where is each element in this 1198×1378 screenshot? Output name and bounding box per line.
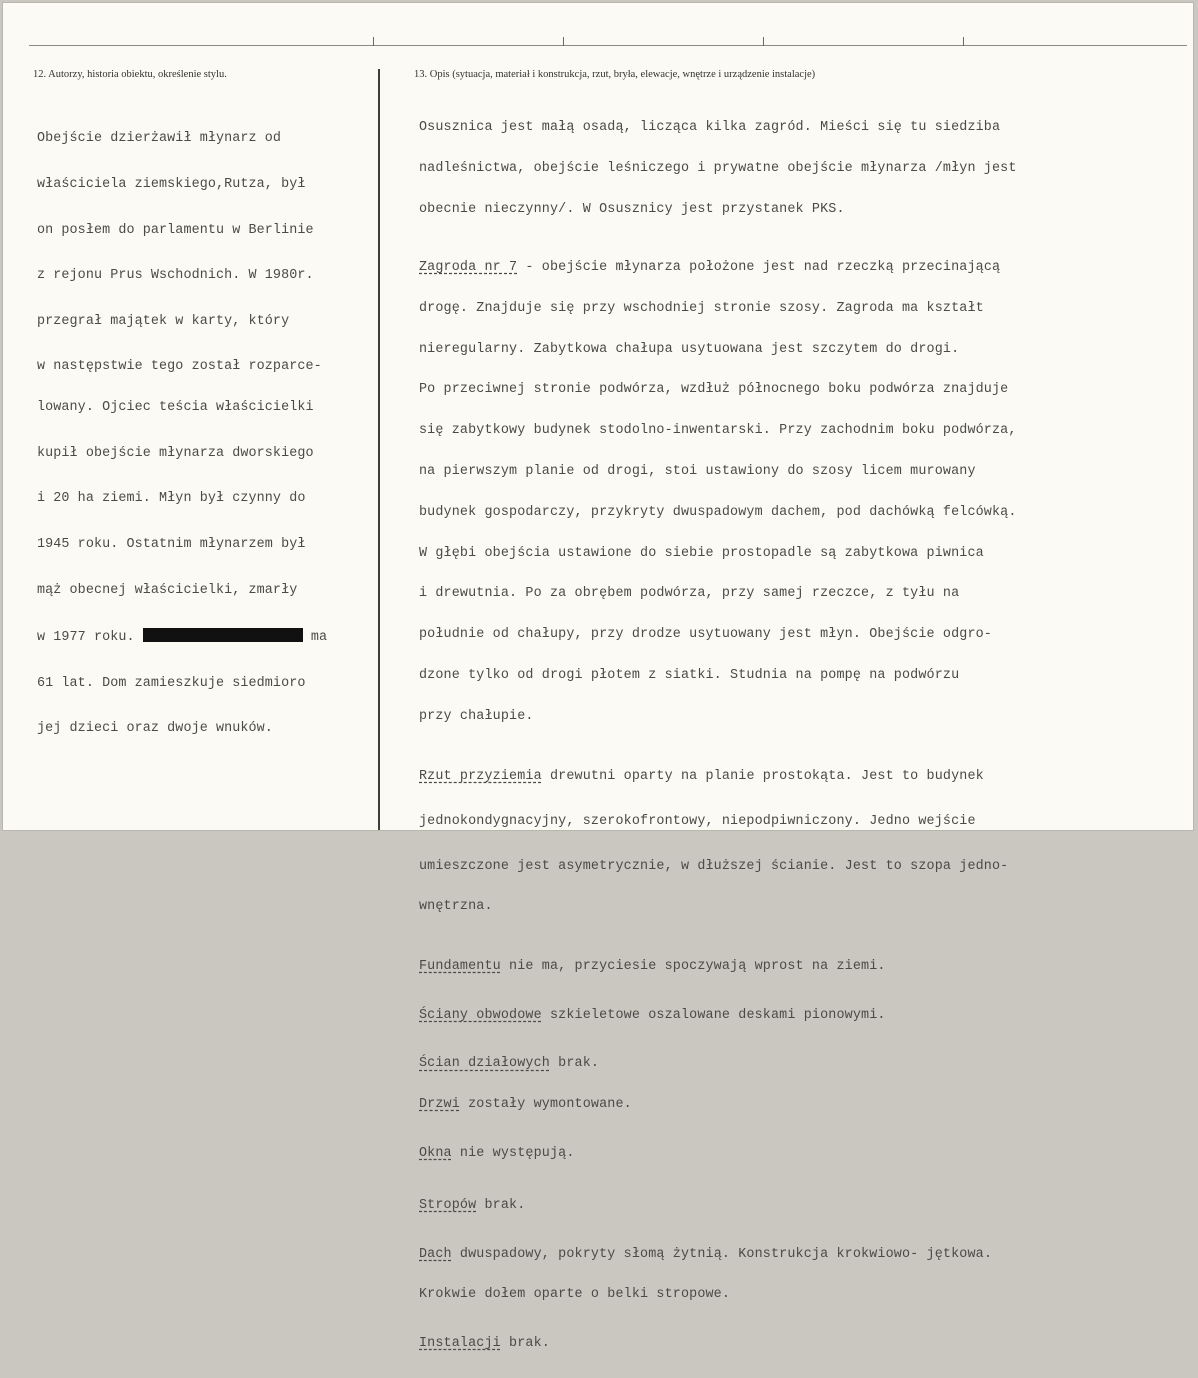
item-label: Drzwi [419,1097,460,1113]
ruler-tick [373,37,374,46]
description-item [419,1009,1017,1023]
history-line: kupił obejście młynarza dworskiego [37,445,314,461]
ruler-tick [763,37,764,46]
item-text: dwuspadowy, pokryty słomą żytnią. Konstrukcja krokwiowo- jętkowa. [451,1246,993,1262]
description-item [419,1098,1017,1112]
description-line: nieregularny. Zabytkowa chałupa usytuowana jest szczytem do drogi. [419,341,960,357]
history-line: on posłem do parlamentu w Berlinie [37,222,314,238]
item-label: Dach [419,1246,452,1262]
history-line: jej dzieci oraz dwoje wnuków. [37,721,273,737]
item-text: szkieletowe oszalowane deskami pionowymi. [541,1007,886,1023]
description-line-text: - obejście młynarza położone jest nad rzeczką przecinającą [517,260,1001,276]
description-line [419,261,1017,275]
redaction-block [143,628,303,642]
description-item [419,1337,1017,1351]
description-line: obecnie nieczynny/. W Osusznicy jest przystanek PKS. [419,201,845,217]
item-text: zostały wymontowane. [459,1097,632,1113]
history-line: lowany. Ojciec teścia właścicielki [37,400,314,416]
section-13-header: 13. Opis (sytuacja, materiał i konstrukcja, rzut, bryła, elewacje, wnętrze i urządzenie instalacje) [414,69,816,80]
description-item [419,1147,1017,1161]
history-line-suffix: ma [310,630,328,646]
item-label: Ściany obwodowe [419,1007,542,1023]
description-line: umieszczone jest asymetrycznie, w dłuższej ścianie. Jest to szopa jedno- [419,858,1009,874]
description-item [419,1057,1017,1071]
item-text: brak. [500,1336,550,1352]
description-line: dzone tylko od drogi płotem z siatki. Studnia na pompę na podwórzu [419,667,960,683]
description-line: Po przeciwnej stronie podwórza, wzdłuż północnego boku podwórza znajduje [419,382,1009,398]
history-line: z rejonu Prus Wschodnich. W 1980r. [37,268,314,284]
description-line: na pierwszym planie od drogi, stoi ustawiony do szosy licem murowany [419,464,976,480]
ruler-tick [563,37,564,46]
history-text [37,101,327,767]
item-label: Stropów [419,1197,477,1213]
description-line: nadleśnictwa, obejście leśniczego i prywatne obejście młynarza /młyn jest [419,160,1017,176]
item-text: Krokwie dołem oparte o belki stropowe. [419,1287,731,1303]
section-12-header: 12. Autorzy, historia obiektu, określenie stylu. [33,69,227,80]
ruler-tick [963,37,964,46]
item-text: brak. [476,1197,526,1213]
description-line: i drewutnia. Po za obrębem podwórza, przy samej rzeczce, z tyłu na [419,586,960,602]
description-text [419,94,1017,1378]
history-line: w następstwie tego został rozparce- [37,359,322,375]
description-line: przy chałupie. [419,708,534,724]
history-line: Obejście dzierżawił młynarz od [37,131,282,147]
history-line: 1945 roku. Ostatnim młynarzem był [37,536,306,552]
history-line: 61 lat. Dom zamieszkuje siedmioro [37,675,306,691]
description-line-text: drewutni oparty na planie prostokąta. Jest to budynek [541,769,984,785]
description-line: się zabytkowy budynek stodolno-inwentarski. Przy zachodnim boku podwórza, [419,423,1017,439]
description-line: jednokondygnacyjny, szerokofrontowy, niepodpiwniczony. Jedno wejście [419,813,976,829]
history-line: przegrał majątek w karty, który [37,313,290,329]
description-item [419,1199,1017,1213]
item-text: brak. [549,1056,600,1072]
description-line: budynek gospodarczy, przykryty dwuspadowym dachem, pod dachówką felcówką. [419,504,1017,520]
item-label: Okna [419,1145,452,1161]
description-item [419,1288,1017,1302]
top-rule [29,45,1187,46]
history-line: mąż obecnej właścicielki, zmarły [37,582,298,598]
description-line: W głębi obejścia ustawione do siebie prostopadle są zabytkowa piwnica [419,545,984,561]
description-line: drogę. Znajduje się przy wschodniej stronie szosy. Zagroda ma kształt [419,300,984,316]
history-line: i 20 ha ziemi. Młyn był czynny do [37,491,306,507]
description-item [419,1248,1017,1262]
item-text: nie występują. [451,1145,575,1161]
item-text: nie ma, przyciesie spoczywają wprost na ziemi. [500,958,886,974]
farmstead-label: Zagroda nr 7 [419,260,518,276]
archive-card [2,2,1194,1352]
description-line [419,770,1017,784]
column-divider [378,69,380,830]
description-item [419,960,1017,974]
ground-plan-label: Rzut przyziemia [419,769,542,785]
item-label: Fundamentu [419,958,501,974]
item-label: Ścian działowych [419,1056,550,1072]
description-line: południe od chałupy, przy drodze usytuowany jest młyn. Obejście odgro- [419,627,992,643]
history-line: w 1977 roku. [37,630,135,646]
history-line: właściciela ziemskiego,Rutza, był [37,177,306,193]
history-line-redacted [37,628,327,645]
item-label: Instalacji [419,1336,501,1352]
description-line: wnętrzna. [419,899,493,915]
description-line: Osusznica jest małą osadą, licząca kilka zagród. Mieści się tu siedziba [419,120,1001,136]
